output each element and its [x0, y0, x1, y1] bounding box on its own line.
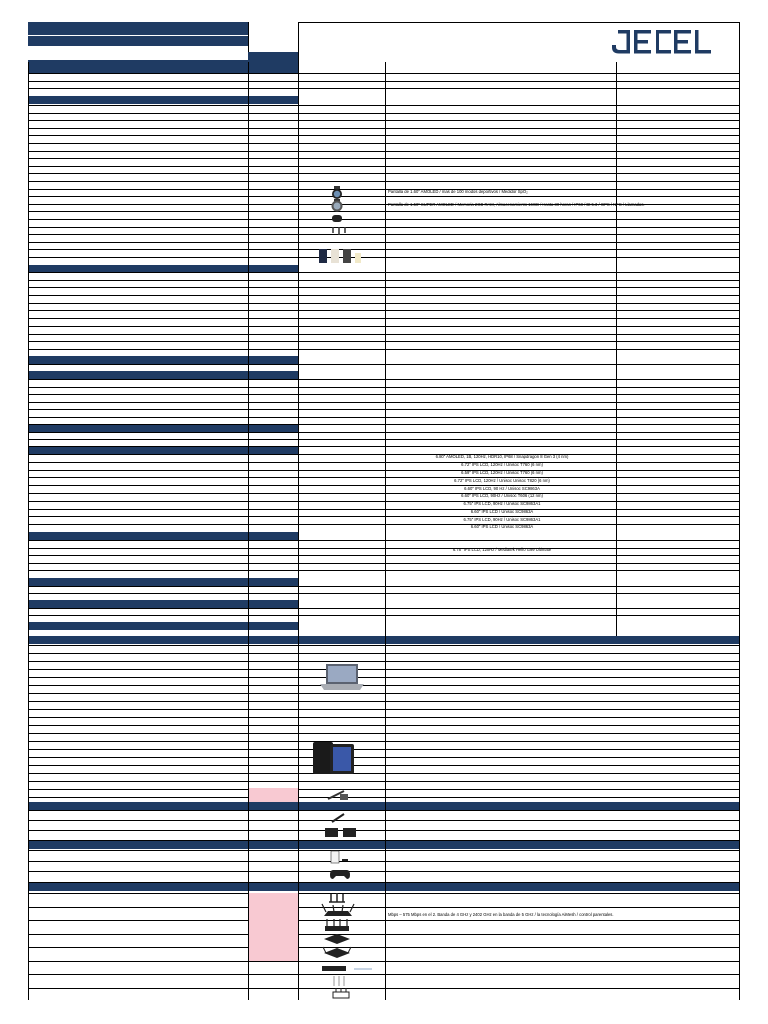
section-header [28, 622, 298, 630]
router-icon [320, 903, 356, 919]
spec-phone-4: 6.72" IPS LCD, 120Hz / Unisoc Unisoc T820 (6 nm) [454, 478, 550, 483]
table-row-rule [28, 501, 740, 502]
spec-phone-5: 6.60" IPS LCD, 90 Hz / Unisoc SC9863A [464, 486, 540, 491]
table-column-rule [248, 62, 249, 1000]
table-row-rule [28, 402, 740, 403]
spec-phone-1: 6.80" AMOLED, 1B, 120Hz, HDR10, IP68 / Snapdragon 8 Gen 3 (4 nm) [435, 454, 569, 459]
table-row-rule [28, 653, 740, 654]
spec-watch-1: Pantalla de 1.60" AMOLED / mas de 100 modos deportivos / Medidor SpO₂ [388, 189, 528, 194]
table-row-rule [28, 105, 740, 106]
spec-phone-8: 6.60" IPS LCD / Unisoc SC9863A [470, 509, 534, 514]
table-row-rule [28, 417, 740, 418]
section-header [28, 356, 298, 364]
table-row-rule [28, 988, 740, 989]
table-row-rule [28, 820, 740, 821]
table-row-rule [28, 143, 740, 144]
spec-phone-2: 6.72" IPS LCD, 120Hz / Unisoc T760 (6 nm) [461, 462, 543, 467]
table-row-rule [28, 334, 740, 335]
spec-watch-2: Pantalla de 1.50" SUPER AMOLED / Memoria 2GB RAM, Almacenamiento 16GB / Hasta 30 horas / IP68 / Bt 5.3 / GPS / NFC / Llamadas. [388, 202, 645, 207]
table-row-rule [28, 593, 740, 594]
router-icon [322, 946, 352, 960]
spec-tablet-1: 6.78" IPS LCD, 120Hz / Mediatek Helio G99 Ultimate [452, 547, 552, 552]
phone-cases-icon [318, 248, 366, 264]
table-column-rule [385, 62, 386, 1000]
table-row-rule [28, 227, 740, 228]
table-row-rule [28, 81, 740, 82]
jecel-logo [610, 28, 714, 54]
table-row-rule [28, 196, 740, 197]
table-row-rule [28, 318, 740, 319]
table-row-rule [28, 280, 740, 281]
table-row-rule [28, 166, 740, 167]
table-row-rule [28, 830, 740, 831]
table-row-rule [28, 524, 740, 525]
table-row-rule [28, 765, 740, 766]
table-row-rule [28, 477, 740, 478]
table-row-rule [28, 249, 740, 250]
table-row-rule [28, 871, 740, 872]
table-row-rule [28, 439, 740, 440]
table-row-rule [28, 485, 740, 486]
table-row-rule [28, 974, 740, 975]
table-row-rule [28, 717, 740, 718]
table-row-rule [28, 961, 740, 962]
table-row-rule [28, 349, 740, 350]
section-header [28, 802, 740, 810]
table-row-rule [28, 454, 740, 455]
section-header [28, 96, 298, 104]
table-row-rule [28, 462, 740, 463]
section-header [28, 532, 298, 540]
table-row-rule [28, 158, 740, 159]
table-row-rule [28, 432, 740, 433]
table-row-rule [28, 516, 740, 517]
table-row-rule [28, 379, 740, 380]
table-row-rule [28, 920, 740, 921]
table-row-rule [28, 840, 740, 841]
spec-phone-6: 6.60" IPS LCD, 90Hz / Unisoc T606 (12 nm) [461, 493, 543, 498]
earbuds-icon [330, 812, 348, 824]
table-row-rule [28, 509, 740, 510]
section-header [28, 578, 298, 586]
section-header [28, 883, 740, 891]
section-header [28, 371, 298, 379]
earbuds-icon [324, 826, 358, 838]
table-row-rule [28, 493, 740, 494]
earbuds-icon [330, 226, 348, 236]
section-header [28, 841, 740, 849]
table-row-rule [28, 135, 740, 136]
table-row-rule [28, 586, 740, 587]
spec-phone-10: 6.60" IPS LCD / Unisoc SC9863A [470, 524, 534, 529]
section-header [28, 636, 740, 644]
table-row-rule [28, 341, 740, 342]
table-row-rule [28, 893, 740, 894]
table-row-rule [28, 709, 740, 710]
table-row-rule [28, 242, 740, 243]
table-row-rule [28, 181, 740, 182]
table-row-rule [28, 128, 740, 129]
table-row-rule [28, 394, 740, 395]
table-row-rule [28, 88, 740, 89]
table-row-rule [28, 120, 740, 121]
table-row-rule [28, 850, 740, 851]
table-row-rule [28, 789, 740, 790]
table-row-rule [28, 725, 740, 726]
table-row-rule [28, 669, 740, 670]
table-row-rule [28, 219, 740, 220]
table-row-rule [28, 257, 740, 258]
table-row-rule [28, 781, 740, 782]
table-row-rule [28, 749, 740, 750]
table-row-rule [28, 563, 740, 564]
table-row-rule [28, 555, 740, 556]
highlight-cell [249, 893, 298, 961]
table-row-rule [28, 947, 740, 948]
table-row-rule [28, 211, 740, 212]
table-row-rule [28, 189, 740, 190]
laptop-icon [318, 662, 364, 694]
table-row-rule [28, 645, 740, 646]
table-row-rule [28, 303, 740, 304]
table-row-rule [28, 409, 740, 410]
table-row-rule [28, 773, 740, 774]
table-row-rule [28, 615, 740, 616]
table-row-rule [28, 295, 740, 296]
table-row-rule [28, 757, 740, 758]
table-row-rule [28, 387, 740, 388]
table-row-rule [28, 113, 740, 114]
table-row-rule [28, 608, 740, 609]
smartwatch-icon [330, 200, 344, 212]
table-row-rule [28, 685, 740, 686]
table-row-rule [28, 907, 740, 908]
table-row-rule [28, 570, 740, 571]
spec-phone-7: 6.75" IPS LCD, 90Hz / Unisoc SC9863A1 [463, 501, 541, 506]
earbuds-icon [331, 213, 343, 223]
table-row-rule [28, 446, 740, 447]
tablet-icon [312, 740, 360, 776]
table-row-rule [28, 470, 740, 471]
table-row-rule [28, 151, 740, 152]
table-row-rule [28, 173, 740, 174]
table-row-rule [28, 364, 740, 365]
table-row-rule [28, 424, 740, 425]
table-column-rule [739, 62, 740, 1000]
section-header [28, 600, 298, 608]
table-row-rule [28, 73, 740, 74]
table-row-rule [28, 934, 740, 935]
table-row-rule [28, 677, 740, 678]
spec-phone-3: 6.59" IPS LCD, 120Hz / Unisoc T760 (6 nm) [461, 470, 543, 475]
spec-phone-9: 6.75" IPS LCD, 90Hz / Unisoc SC9863A1 [463, 517, 541, 522]
table-row-rule [28, 234, 740, 235]
table-row-rule [28, 540, 740, 541]
spec-router-1: Mbps – 575 Mbps en el 2. Banda de 4 GHz y 2402 GHz en la banda de 5 GHz / la tecnología AiMesh / control parentales. [388, 912, 614, 917]
table-column-rule [298, 62, 299, 1000]
header-title-bar [28, 22, 248, 46]
table-row-rule [28, 693, 740, 694]
game-console-icon [328, 850, 350, 864]
table-row-rule [28, 733, 740, 734]
table-row-rule [28, 741, 740, 742]
table-row-rule [28, 661, 740, 662]
router-icon [322, 932, 352, 946]
table-row-rule [28, 701, 740, 702]
table-row-rule [28, 326, 740, 327]
router-icon [330, 987, 352, 999]
router-icon [330, 974, 348, 988]
table-row-rule [28, 797, 740, 798]
table-row-rule [28, 810, 740, 811]
table-column-rule [28, 62, 29, 1000]
router-icon [322, 918, 352, 932]
stylus-icon [326, 788, 350, 802]
table-row-rule [28, 861, 740, 862]
table-row-rule [28, 272, 740, 273]
table-row-rule [28, 310, 740, 311]
highlight-cell [249, 788, 298, 802]
table-row-rule [28, 287, 740, 288]
game-controller-icon [330, 868, 350, 880]
table-row-rule [28, 548, 740, 549]
table-row-rule [28, 882, 740, 883]
